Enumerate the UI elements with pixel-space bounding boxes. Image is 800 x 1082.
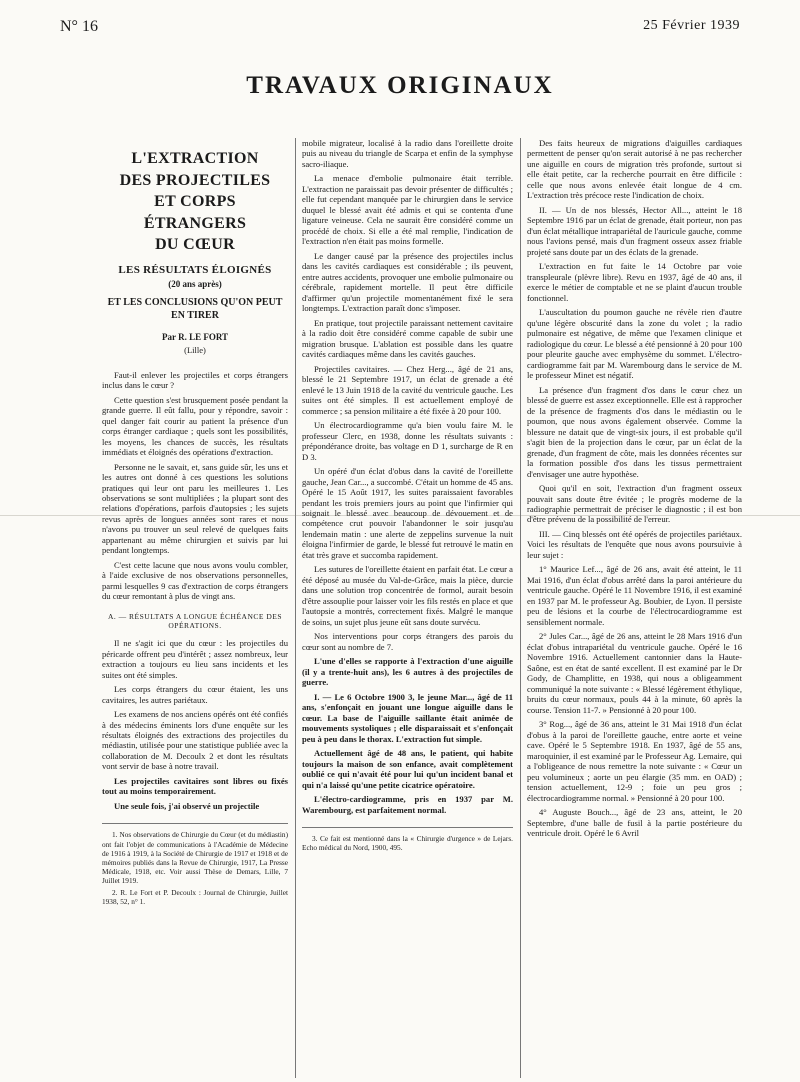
paragraph: II. — Un de nos blessés, Hector All..., atteint le 18 Septembre 1916 par un éclat de grenade, était porteur, non pas d'un éclat métallique intrapariétal de l'auricule gauche, comme nous l'avions pensé, mais d'un fragment osseux assez friable projeté sans doute par un des éclats de la grenade. xyxy=(527,204,742,257)
paragraph: Cette question s'est brusquement posée pendant la grande guerre. Il eût fallu, pour y répondre, savoir : quel danger fait courir au patient la présence d'un corps étranger cardiaque ; quels sont les possibilités, les moyens, les chances de succès, les résultats immédiats et éloignés des opérations d'extraction. xyxy=(102,394,288,458)
article-columns xyxy=(102,138,742,1078)
footnote: 3. Ce fait est mentionné dans la « Chirurgie d'urgence » de Lejars. Echo médical du Nord, 1900, 495. xyxy=(302,834,513,853)
paragraph: En pratique, tout projectile paraissant nettement cavitaire à la radio doit être considéré comme capable de subir une migration brusque. L'ablation est possible dans les quatre cavités cardiaques même dans les cavités gauches. xyxy=(302,317,513,360)
paragraph: C'est cette lacune que nous avons voulu combler, à l'aide exclusive de nos observations personnelles, parmi lesquelles 9 cas d'extraction de corps étrangers du cœur remontant à plus de vingt ans. xyxy=(102,559,288,602)
issue-number: N° 16 xyxy=(60,18,98,35)
paragraph: I. — Le 6 Octobre 1900 3, le jeune Mar..., âgé de 11 ans, s'enfonçait en jouant une longue aiguille dans le cœur. La base de l'aiguille saillante était animée de mouvements systoliques ; elle disparaissait et s'enfonçait peu à peu dans le thorax. L'extraction fut simple. xyxy=(302,691,513,744)
column-1 xyxy=(102,138,288,1078)
paragraph: mobile migrateur, localisé à la radio dans l'oreillette droite puis au niveau du triangle de Scarpa et enfin de la symphyse sacro-iliaque. xyxy=(302,138,513,169)
article-subtitle: LES RÉSULTATS ÉLOIGNÉS xyxy=(118,263,272,276)
article-title-line: DES PROJECTILES xyxy=(119,171,271,189)
paragraph: Quoi qu'il en soit, l'extraction d'un fragment osseux pouvait sans doute être évitée ; le progrès moderne de la radiographie permettrait de préciser le diagnostic ; il est bon d'être prévenu de la possibilité de l'erreur. xyxy=(527,483,742,525)
paragraph: Faut-il enlever les projectiles et corps étrangers inclus dans le cœur ? xyxy=(102,369,288,391)
paragraph: Une seule fois, j'ai observé un projectile xyxy=(114,800,260,811)
paragraph: Personne ne le savait, et, sans guide sûr, les uns et les autres ont donné à ces questions les solutions pratiques qui leur ont paru les meilleures 1. Les observations se sont multipliées ; la plupart sont des relations d'opérations, parfois d'autopsies ; les sujets revus après de longues années sont rares et nous n'avons pu trouver un seul relevé de quelques faits appartenant au même chirurgien et suivis par lui pendant longtemps. xyxy=(102,461,288,556)
running-header xyxy=(60,18,740,40)
column-2 xyxy=(302,138,513,1078)
paragraph: L'électro-cardiogramme, pris en 1937 par M. Warembourg, est parfaitement normal. xyxy=(302,794,513,815)
section-title: TRAVAUX ORIGINAUX xyxy=(246,72,554,99)
paragraph: Un opéré d'un éclat d'obus dans la cavité de l'oreillette gauche, Jean Car..., a succombé. C'était un homme de 45 ans. Opéré le 15 Août 1917, les suites paraissaient favorables pendant les trois premiers jours au point que l'infirmier qui soignait le blessé avec beaucoup de dévouement et de compétence crut pouvoir l'abandonner le soir jusqu'au lendemain matin : une alerte de zeppelins survenue la nuit éloigna l'infirmier de garde, le blessé fut retrouvé le matin en état très grave et succomba rapidement. xyxy=(302,466,513,560)
paragraph: Un électrocardiogramme qu'a bien voulu faire M. le professeur Clerc, en 1938, donne les résultats suivants : prépondérance droite, bas voltage en D 1, surcharge de R en D 3. xyxy=(302,420,513,462)
article-years: (20 ans après) xyxy=(168,279,222,290)
column-rule xyxy=(295,138,296,1078)
column-rule xyxy=(520,138,521,1078)
article-title-line: ET CORPS ÉTRANGERS xyxy=(143,193,247,232)
article-conclusions-line: ET LES CONCLUSIONS QU'ON PEUT EN TIRER xyxy=(107,297,283,322)
paragraph: Des faits heureux de migrations d'aiguilles cardiaques permettent de penser qu'on serait autorisé à ne pas rechercher une aiguille en cours de migration très profonde, surtout si elle était petite, car la recherche pourrait en être difficile : celle que nous avons enlevée était longue de 4 cm. L'extraction très précoce reste l'indication de choix. xyxy=(527,138,742,201)
article-title-block xyxy=(102,148,288,356)
footnotes xyxy=(302,827,513,852)
paragraph: Nos interventions pour corps étrangers des parois du cœur sont au nombre de 7. xyxy=(302,631,513,652)
footnotes xyxy=(102,823,288,906)
issue-date: 25 Février 1939 xyxy=(643,18,740,33)
paragraph: Les projectiles cavitaires sont libres ou fixés tout au moins temporairement. xyxy=(102,775,288,797)
paragraph: La présence d'un fragment d'os dans le cœur chez un blessé de guerre est assez exceptionnelle. Elle est à rapprocher de la présence de fragments d'os dans le médiastin ou le poumon, que nous avons également observée. Comme la blessure ne datait que de vingt-six jours, il est probable qu'il s'agit bien de la projection dans le cœur, par un éclat de la grenade, d'un fragment de côte, mais les données récentes sur la formation possible d'os dans les tissus permettraient d'envisager une autre hypothèse. xyxy=(527,384,742,479)
paragraph: Projectiles cavitaires. — Chez Herg..., âgé de 21 ans, blessé le 21 Septembre 1917, un éclat de grenade a été enlevé le 13 Juin 1918 de la cavité du ventricule gauche. Les suites ont été simples. Il est actuellement employé de commerce ; sa pension militaire a été fixée à 20 pour 100. xyxy=(302,363,513,416)
paragraph: 1° Maurice Lef..., âgé de 26 ans, avait été atteint, le 11 Mai 1916, d'un éclat d'obus arrêté dans la paroi antérieure du ventricule gauche. Opéré le 11 Novembre 1916, il est examiné en 1937 par M. le professeur Ag. Boubier, de Lyon. Il persiste peu de lésions et la courbe de l'électrocardiogramme est sensiblement normale. xyxy=(527,564,742,627)
paragraph: L'une d'elles se rapporte à l'extraction d'une aiguille (il y a trente-huit ans), les 6 autres à des projectiles de guerre. xyxy=(302,656,513,688)
paragraph: 3° Rog..., âgé de 36 ans, atteint le 31 Mai 1918 d'un éclat d'obus à la paroi de l'oreillette gauche, entre aorte et veine cave. Opéré le 5 Septembre 1918. En 1937, âgé de 55 ans, maroquinier, il est examiné par le Professeur Ag. Lemaire, qui a l'obligeance de nous remettre la note suivante : « Cœur un peu volumineux ; aorte un peu élargie (35 mm. en OAD) ; tension actuellement, 12-9 ; foie un peu gros ; électrocardiogramme normal. » Pensionné à 20 pour 100. xyxy=(527,719,742,803)
paragraph: III. — Cinq blessés ont été opérés de projectiles pariétaux. Voici les résultats de l'enquête que nous avons poursuivie à leur sujet : xyxy=(527,528,742,560)
paragraph: L'extraction en fut faite le 14 Octobre par voie transpleurale (plèvre libre). Revu en 1937, âgé de 40 ans, il exerce le métier de comptable et ne se plaint d'aucun trouble fonctionnel. xyxy=(527,261,742,303)
footnote: 1. Nos observations de Chirurgie du Cœur (et du médiastin) ont fait l'objet de communications à l'Académie de Médecine de 1916 à 1919, à la Société de Chirurgie de 1917 et 1918 et de mémoires publiés dans la Revue de Chirurgie, 1917, La Presse Médicale, 1918, etc. Voir aussi Thèse de Demars, Lille, 7 Juillet 1919. xyxy=(102,830,288,885)
column-3 xyxy=(527,138,742,1078)
article-title-line: L'EXTRACTION xyxy=(131,150,259,167)
section-subhead: A. — RÉSULTATS A LONGUE ÉCHÉANCE DES OPÉRATIONS. xyxy=(107,611,282,630)
article-author: Par R. LE FORT xyxy=(161,332,229,343)
paragraph: Les sutures de l'oreillette étaient en parfait état. Le cœur a été déposé au musée du Val-de-Grâce, mais la pièce, durcie dans une solution trop concentrée de formol, aurait besoin d'être assouplie pour laisser voir les fils restés en place et que l'autopsie a montrés, correctement fixés. Malgré le manque de soins, un sujet plus jeune eût sans doute survécu. xyxy=(302,564,513,627)
footnote: 2. R. Le Fort et P. Decoulx : Journal de Chirurgie, Juillet 1938, 52, n° 1. xyxy=(102,888,288,907)
paragraph: La menace d'embolie pulmonaire était terrible. L'extraction ne paraissait pas devoir présenter de difficultés ; elle fut cependant manquée par le chirurgien dans le service duquel le blessé avait été admis et qui se contenta d'une ligature veineuse. Cela ne saurait être considéré comme un procédé de choix. Si elle a été mal remplie, l'indication de l'extraction n'en était pas moins formelle. xyxy=(302,173,513,247)
author-affiliation: (Lille) xyxy=(184,345,206,356)
paragraph: Actuellement âgé de 48 ans, le patient, qui habite toujours la maison de son enfance, avait complètement oublié ce qui n'avait été pour lui qu'un incident banal et qui n'a laissé qu'une petite cicatrice opératoire. xyxy=(302,748,513,790)
paragraph: 4° Auguste Bouch..., âgé de 23 ans, atteint, le 20 Septembre, d'une balle de fusil à la partie postérieure du ventricule droit. Opéré le 6 Avril xyxy=(527,807,742,839)
paragraph: Les corps étrangers du cœur étaient, les uns cavitaires, les autres pariétaux. xyxy=(102,684,288,705)
paragraph: Le danger causé par la présence des projectiles inclus dans les cavités cardiaques est considérable ; ils peuvent, entre autres accidents, provoquer une embolie pulmonaire ou cérébrale, rapidement mortelle. Il peut être difficile d'affirmer qu'un projectile momentanément fixé le sera longtemps. L'extraction paraît donc s'imposer. xyxy=(302,250,513,314)
paragraph: L'auscultation du poumon gauche ne révèle rien d'autre qu'une légère obscurité dans la zone du volet ; la radio pulmonaire est négative, de même que l'examen clinique et radiologique du cœur. Le blessé a été pensionné à 20 pour 100 pour pleurite gauche avec emphysème du sommet. L'électro-cardiogramme fait par M. Warembourg dans le service de M. le professeur Minet est négatif. xyxy=(527,307,742,381)
paragraph: Les examens de nos anciens opérés ont été confiés à des médecins éminents lors d'une enquête sur les résultats éloignés des extractions des projectiles du médiastin, utilisée pour une statistique publiée avec la collaboration de M. Decoulx 2 et dont les résultats vont servir de base à notre travail. xyxy=(102,709,288,772)
paragraph: 2° Jules Car..., âgé de 26 ans, atteint le 28 Mars 1916 d'un éclat d'obus intrapariétal du ventricule gauche. Opéré le 16 Novembre 1916. Actuellement cantonnier dans la Haute-Saône, est en état de santé excellent. Il est examiné par le Dr Gody, de Champlitte, en 1938, qui nous a obligeamment communiqué la note suivante : « Blessé légèrement éthylique, bruits du cœur normaux, pouls 44 à la minute, 60 après la course. Tension 11-7. » Pensionné à 20 pour 100. xyxy=(527,631,742,715)
paragraph: Il ne s'agit ici que du cœur : les projectiles du péricarde offrent peu d'intérêt ; assez nombreux, leur extraction a toujours eu lieu sans incidents et les suites ont été simples. xyxy=(102,638,288,680)
article-title-line: DU CŒUR xyxy=(155,236,235,254)
